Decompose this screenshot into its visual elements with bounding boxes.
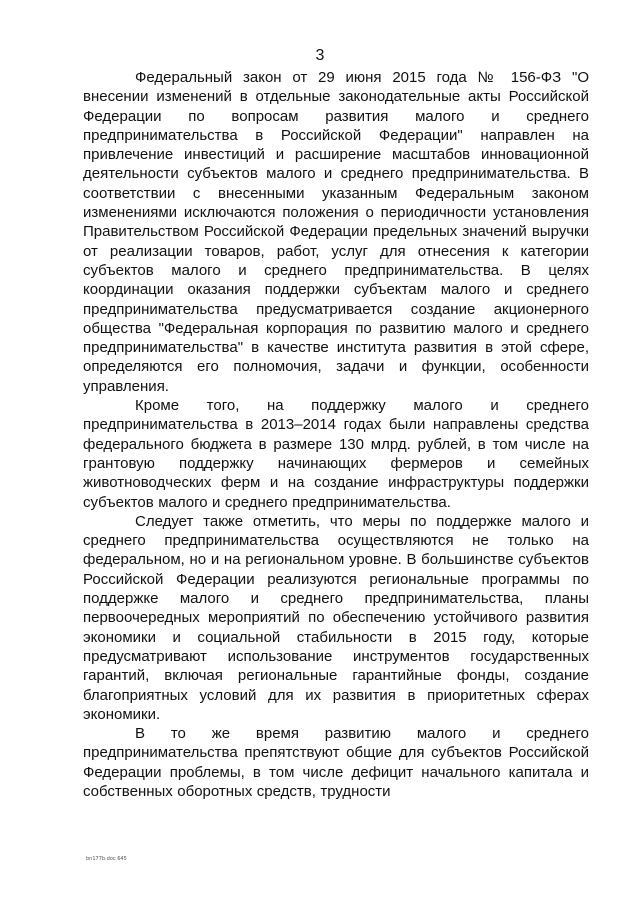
paragraph-regional-support: Следует также отметить, что меры по поддержке малого и среднего предпринимательства осуществляются не только на федеральном, но и на региональном уровне. В большинстве субъектов Российской Федерации реализуются региональные программы по поддержке малого и среднего предпринимательства, планы первоочередных мероприятий по обеспечению устойчивого развития экономики и социальной стабильности в 2015 году, которые предусматривают использование инструментов государственных гарантий, включая региональные гарантийные фонды, создание благоприятных условий для их развития в приоритетных сферах экономики. bbox=[83, 512, 589, 723]
document-body bbox=[83, 68, 589, 801]
paragraph-federal-law: Федеральный закон от 29 июня 2015 года № 156-ФЗ "О внесении изменений в отдельные законодательные акты Российской Федерации по вопросам развития малого и среднего предпринимательства в Российской Федерации" направлен на привлечение инвестиций и расширение масштабов инновационной деятельности субъектов малого и среднего предпринимательства. В соответствии с внесенными указанным Федеральным законом изменениями исключаются положения о периодичности установления Правительством Российской Федерации предельных значений выручки от реализации товаров, работ, услуг для отнесения к категории субъектов малого и среднего предпринимательства. В целях координации оказания поддержки субъектам малого и среднего предпринимательства предусматривается создание акционерного общества "Федеральная корпорация по развитию малого и среднего предпринимательства" в качестве института развития в этой сфере, определяются его полномочия, задачи и функции, особенности управления. bbox=[83, 69, 589, 395]
footer-file-reference: bn177b.doc 645 bbox=[86, 856, 127, 862]
paragraph-problems: В то же время развитию малого и среднего предпринимательства препятствуют общие для субъектов Российской Федерации проблемы, в том числе дефицит начального капитала и собственных оборотных средств, трудности bbox=[83, 725, 589, 800]
paragraph-federal-budget: Кроме того, на поддержку малого и среднего предпринимательства в 2013–2014 годах были направлены средства федерального бюджета в размере 130 млрд. рублей, в том числе на грантовую поддержку начинающих фермеров и семейных животноводческих ферм и на создание инфраструктуры поддержки субъектов малого и среднего предпринимательства. bbox=[83, 397, 589, 511]
page-number: 3 bbox=[315, 47, 325, 64]
